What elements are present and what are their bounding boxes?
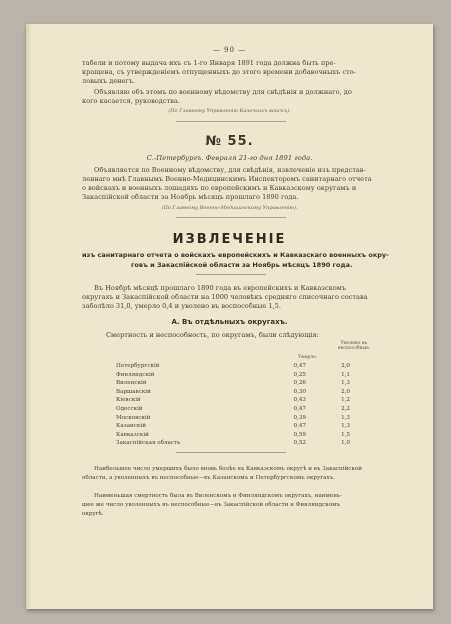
text-line: ловыхъ денегъ. <box>82 77 136 85</box>
discharged-value: 1,1 <box>341 371 350 378</box>
district-name: Петербургскій <box>116 363 160 369</box>
column-header-discharged: Уволено въ неспособные. <box>337 340 371 351</box>
discharged-value: 2,2 <box>341 405 350 412</box>
discharged-value: 1,3 <box>341 414 350 421</box>
divider-rule <box>196 274 266 275</box>
subheading-line: изъ санитарнаго отчета о войскахъ европейскихъ и Кавказскаго военныхъ окру- <box>82 251 389 259</box>
text-line: о войскахъ и военныхъ лошадяхъ по европейскимъ и Кавказскому округамъ и <box>82 184 357 192</box>
district-name: Одесскій <box>116 405 143 412</box>
divider-rule <box>176 121 286 122</box>
district-name: Закаспійская область <box>116 440 181 447</box>
district-name: Финляндскій <box>116 371 155 378</box>
page-number: — 90 — <box>212 46 247 54</box>
discharged-value: 1,3 <box>341 423 350 430</box>
discharged-value: 1,5 <box>341 431 350 438</box>
died-value: 0,47 <box>293 423 306 430</box>
district-name: Московскій <box>116 414 151 421</box>
text-line: Закаспійской области за Ноябрь мѣсяцъ прошлаго 1890 года. <box>82 193 299 201</box>
signature-note: (По Главному Военно-Медицинскому Управленію). <box>161 205 298 211</box>
table-row <box>116 439 350 448</box>
text-line: Объявляю объ этомъ по военному вѣдомству для свѣдѣнія и должнаго, до <box>94 88 352 96</box>
died-value: 0,47 <box>293 363 306 369</box>
district-name: Варшавскій <box>116 388 151 395</box>
district-name: Виленскій <box>116 380 147 387</box>
subheading-line: говъ и Закаспійской области за Ноябрь мѣсяцъ 1890 года. <box>131 261 353 269</box>
discharged-value: 2,0 <box>341 388 350 395</box>
text-line: Наибольшее число умершихъ было вновь болѣе въ Кавказскомъ округѣ и въ Закаспійской <box>94 466 363 472</box>
died-value: 0,39 <box>293 414 306 421</box>
place-date: С.-Петербургъ. Февраля 21-го дня 1891 года. <box>146 154 313 162</box>
document-page <box>26 24 433 609</box>
table-row <box>116 388 350 397</box>
section-intro: Смертность и неспособность, по округамъ, были слѣдующія: <box>106 331 319 339</box>
text-line: Въ Ноябрѣ мѣсяцѣ прошлаго 1890 года въ европейскихъ и Кавказскомъ <box>94 284 347 292</box>
text-line: леннаго мнѣ Главнымъ Военно-Медицинскимъ Инспекторомъ санитарнаго отчета <box>82 175 372 183</box>
text-line: табели и потому выдача ихъ съ 1-го Января 1891 года должна быть пре- <box>82 59 336 67</box>
discharged-value: 1,3 <box>341 380 350 387</box>
signature-note: (По Главному Управленію Казачьихъ войскъ). <box>168 108 291 114</box>
column-header-died: Умерло. <box>298 354 318 360</box>
text-line: шее же число уволенныхъ въ неспособные—въ Закаспійской области и Финляндскомъ <box>82 502 341 508</box>
died-value: 0,26 <box>293 380 306 387</box>
table-row <box>116 414 350 423</box>
district-name: Кіевскій <box>116 397 141 404</box>
table-row <box>116 396 350 405</box>
table-row <box>116 362 350 371</box>
order-number: № 55. <box>205 134 254 149</box>
text-line: заболѣло 31,0, умерло 0,4 и уволено въ воспособные 1,5. <box>82 302 281 310</box>
document-heading: ИЗВЛЕЧЕНІЕ <box>172 232 287 247</box>
text-line: кращена, съ утвержденіемъ отпущенныхъ до этого времени добавочныхъ сто- <box>82 68 356 76</box>
section-title: А. Въ отдѣльныхъ округахъ. <box>171 318 288 326</box>
district-name: Казанскій <box>116 423 146 430</box>
died-value: 0,43 <box>293 397 306 404</box>
text-line: области, а уволенныхъ въ неспособные—въ Казанскомъ и Петербургскомъ округахъ. <box>82 475 336 481</box>
table-row <box>116 371 350 380</box>
died-value: 0,59 <box>293 431 306 438</box>
district-table <box>116 362 350 448</box>
died-value: 0,47 <box>293 405 306 412</box>
table-row <box>116 422 350 431</box>
divider-rule <box>176 452 286 453</box>
text-line: Наименьшая смертность была въ Виленскомъ и Финляндскомъ округахъ, наимень- <box>94 493 342 499</box>
table-row <box>116 431 350 440</box>
text-line: округѣ. <box>82 511 104 517</box>
table-row <box>116 405 350 414</box>
discharged-value: 1,2 <box>341 397 350 404</box>
died-value: 0,25 <box>293 371 306 378</box>
table-row <box>116 379 350 388</box>
district-name: Кавказскій <box>116 431 149 438</box>
died-value: 0,52 <box>293 440 306 447</box>
text-line: кого касается, руководства. <box>82 97 180 105</box>
text-line: Объявляется по Военному вѣдомству, для свѣдѣнія, извлеченіе изъ представ- <box>94 166 366 174</box>
discharged-value: 1,0 <box>341 440 350 447</box>
divider-rule <box>176 217 286 218</box>
text-line: округахъ и Закаспійской области на 1000 человѣкъ средняго списочнаго состава <box>82 293 368 301</box>
died-value: 0,30 <box>293 388 306 395</box>
discharged-value: 2,0 <box>341 363 350 369</box>
